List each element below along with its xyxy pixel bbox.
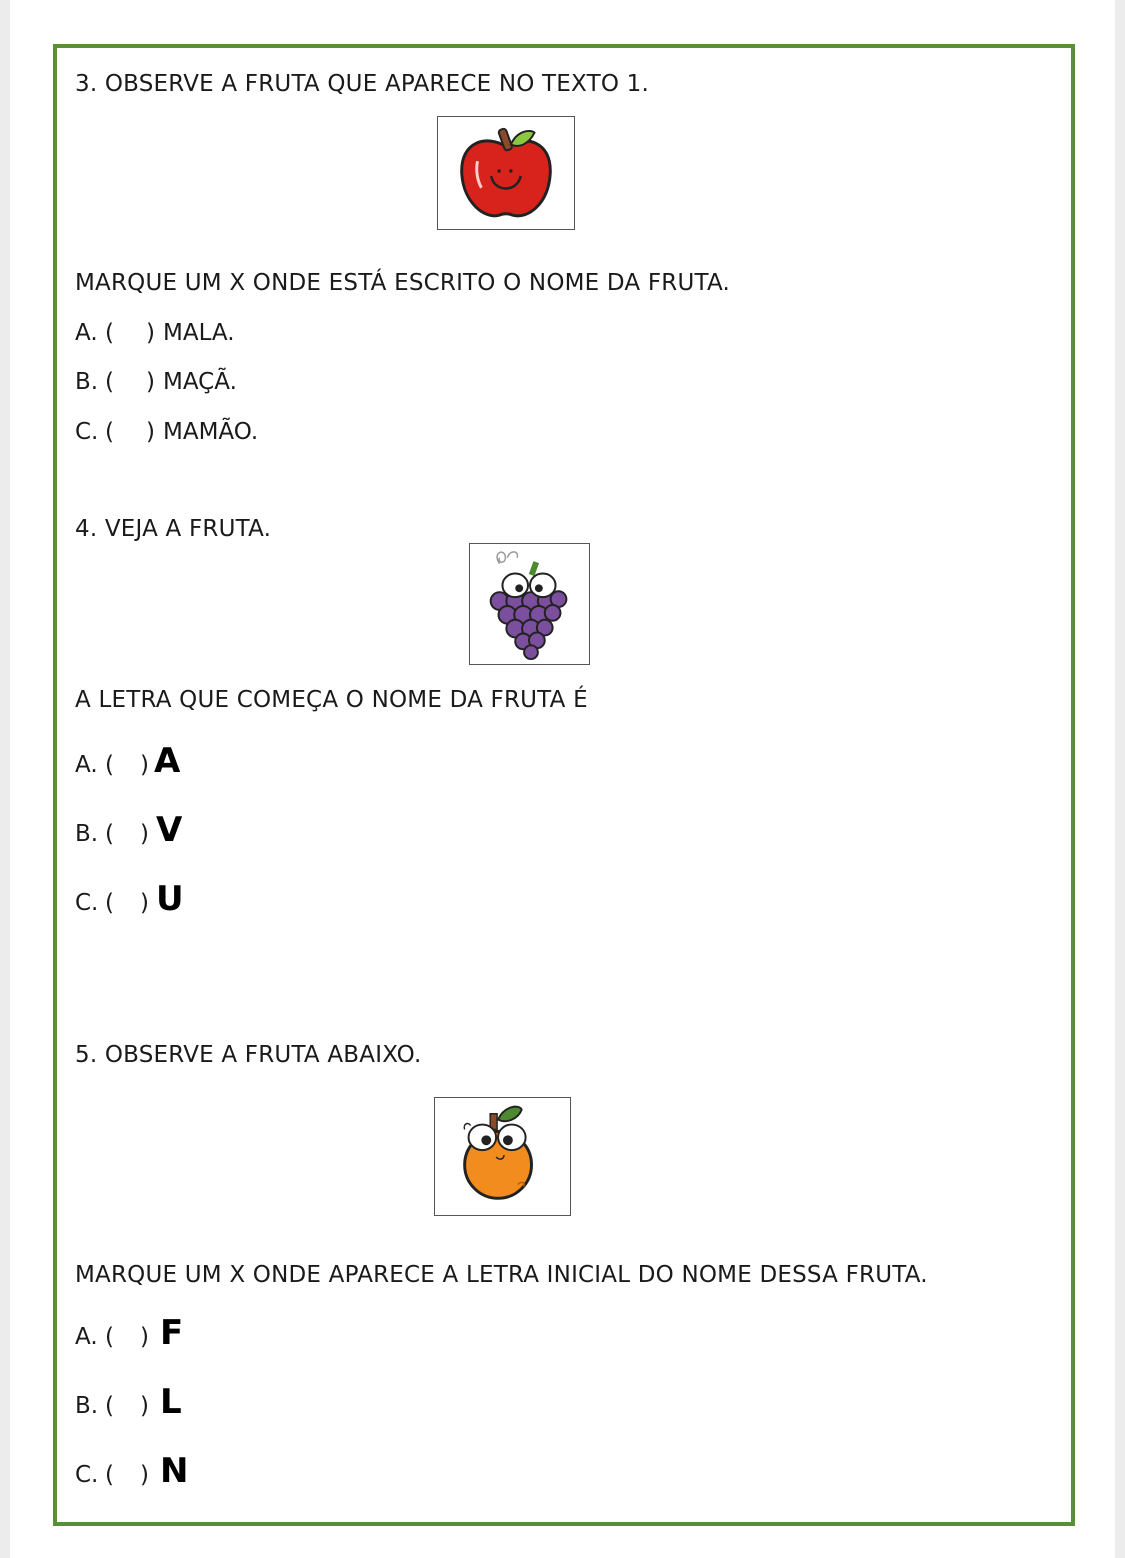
checkbox-close-paren: ) (140, 1324, 149, 1350)
q4-option-b[interactable] (75, 810, 275, 857)
option-letter: C. (75, 419, 99, 445)
checkbox-close-paren: ) (146, 369, 155, 395)
option-text: MAÇÃ. (163, 369, 237, 395)
option-big-letter: F (160, 1313, 184, 1353)
option-letter: C. (75, 890, 99, 916)
option-big-letter: U (156, 879, 184, 919)
option-big-letter: A (154, 741, 181, 781)
apple-image (437, 116, 575, 230)
q5-option-c[interactable] (75, 1451, 275, 1498)
option-text: MALA. (163, 320, 235, 346)
checkbox-open-paren: ( (105, 752, 114, 778)
checkbox-open-paren: ( (105, 1462, 114, 1488)
checkbox-close-paren: ) (140, 1462, 149, 1488)
option-letter: C. (75, 1462, 99, 1488)
q4-option-c[interactable] (75, 879, 275, 926)
checkbox-open-paren: ( (105, 1324, 114, 1350)
checkbox-close-paren: ) (140, 1393, 149, 1419)
grapes-with-eyes-icon (470, 544, 589, 664)
checkbox-open-paren: ( (105, 419, 114, 445)
checkbox-close-paren: ) (146, 419, 155, 445)
q5-option-b[interactable] (75, 1382, 275, 1429)
option-letter: A. (75, 752, 98, 778)
option-text: MAMÃO. (163, 419, 259, 445)
q5-prompt: MARQUE UM X ONDE APARECE A LETRA INICIAL DO NOME DESSA FRUTA. (75, 1262, 928, 1288)
checkbox-open-paren: ( (105, 369, 114, 395)
checkbox-open-paren: ( (105, 1393, 114, 1419)
option-letter: B. (75, 821, 99, 847)
checkbox-close-paren: ) (140, 821, 149, 847)
checkbox-close-paren: ) (146, 320, 155, 346)
checkbox-open-paren: ( (105, 890, 114, 916)
q5-option-a[interactable] (75, 1313, 275, 1360)
option-letter: A. (75, 1324, 98, 1350)
orange-with-eyes-icon (435, 1098, 570, 1215)
q3-option-a[interactable] (75, 322, 375, 348)
checkbox-open-paren: ( (105, 320, 114, 346)
option-letter: A. (75, 320, 98, 346)
q5-title: 5. OBSERVE A FRUTA ABAIXO. (75, 1042, 422, 1068)
q3-title: 3. OBSERVE A FRUTA QUE APARECE NO TEXTO 1. (75, 71, 649, 97)
smiling-apple-icon (438, 117, 574, 229)
grapes-image (469, 543, 590, 665)
option-big-letter: V (156, 810, 183, 850)
q3-option-c[interactable] (75, 421, 375, 447)
checkbox-open-paren: ( (105, 821, 114, 847)
q4-option-a[interactable] (75, 741, 275, 788)
orange-image (434, 1097, 571, 1216)
q3-option-b[interactable] (75, 371, 375, 397)
checkbox-close-paren: ) (140, 752, 149, 778)
q4-prompt: A LETRA QUE COMEÇA O NOME DA FRUTA É (75, 687, 588, 713)
option-letter: B. (75, 1393, 99, 1419)
option-letter: B. (75, 369, 99, 395)
option-big-letter: N (160, 1451, 189, 1491)
checkbox-close-paren: ) (140, 890, 149, 916)
q4-title: 4. VEJA A FRUTA. (75, 516, 272, 542)
option-big-letter: L (160, 1382, 182, 1422)
q3-prompt: MARQUE UM X ONDE ESTÁ ESCRITO O NOME DA FRUTA. (75, 270, 731, 296)
